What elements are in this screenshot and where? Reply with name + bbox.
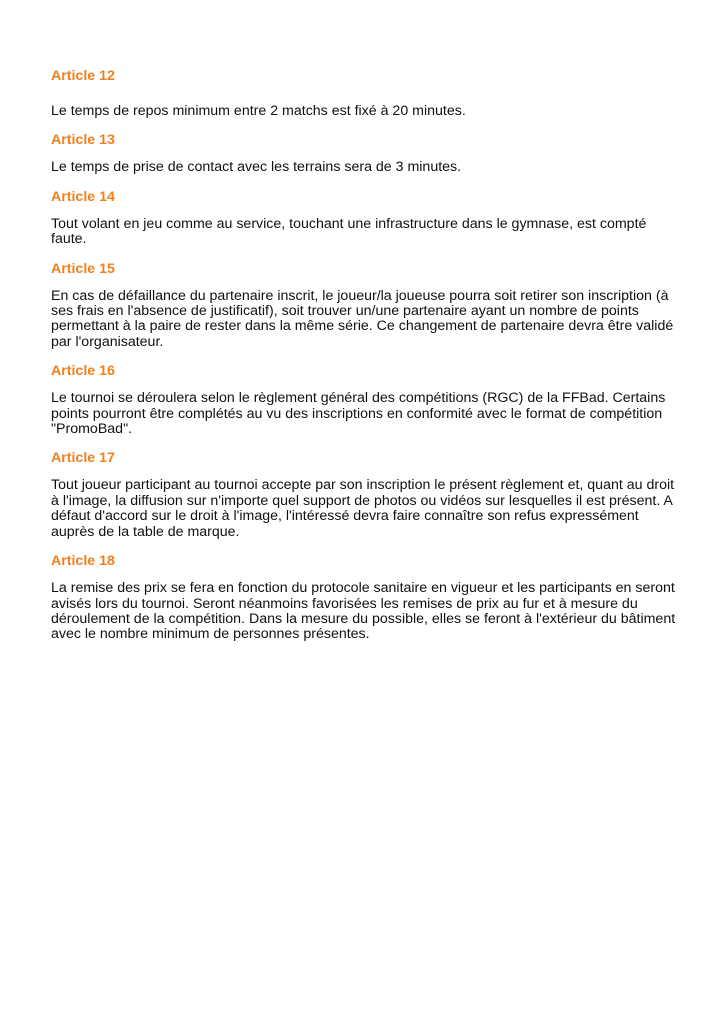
article-13: [51, 132, 676, 175]
article-16-body: Le tournoi se déroulera selon le règlement général des compétitions (RGC) de la FFBad. Certains points pourront être complétés au vu des inscriptions en conformité avec le format de compétition "PromoBad".: [51, 390, 666, 438]
article-15-body: En cas de défaillance du partenaire inscrit, le joueur/la joueuse pourra soit retirer son inscription (à ses frais en l'absence de justificatif), soit trouver un/une partenaire ayant un nombre de points permettant à la paire de rester dans la même série. Ce changement de partenaire devra être validé par l'organisateur.: [51, 287, 674, 350]
article-18: [51, 553, 676, 643]
article-14-title: Article 14: [51, 188, 115, 205]
article-16-title: Article 16: [51, 363, 115, 380]
article-17: [51, 450, 676, 540]
article-15-title: Article 15: [51, 260, 115, 277]
article-14: [51, 189, 676, 248]
article-17-body: Tout joueur participant au tournoi accepte par son inscription le présent règlement et, quant au droit à l'image, la diffusion sur n'importe quel support de photos ou vidéos sur lesquelles il est présent. A défaut d'accord sur le droit à l'image, l'intéressé devra faire connaître son refus expressément auprès de la table de marque.: [51, 477, 675, 540]
article-16: [51, 363, 676, 437]
article-17-title: Article 17: [51, 450, 115, 467]
article-18-title: Article 18: [51, 553, 115, 570]
article-15: [51, 261, 676, 351]
article-14-body: Tout volant en jeu comme au service, touchant une infrastructure dans le gymnase, est compté faute.: [51, 215, 647, 248]
document-page: [51, 68, 676, 643]
article-13-title: Article 13: [51, 132, 115, 149]
article-18-body: La remise des prix se fera en fonction du protocole sanitaire en vigueur et les participants en seront avisés lors du tournoi. Seront néanmoins favorisées les remises de prix au fur et à mesure du déroulement de la compétition. Dans la mesure du possible, elles se feront à l'extérieur du bâtiment avec le nombre minimum de personnes présentes.: [51, 580, 676, 643]
article-12: [51, 68, 676, 119]
article-12-title: Article 12: [51, 68, 115, 84]
article-13-body: Le temps de prise de contact avec les terrains sera de 3 minutes.: [51, 159, 462, 176]
article-12-body: Le temps de repos minimum entre 2 matchs est fixé à 20 minutes.: [51, 103, 466, 119]
